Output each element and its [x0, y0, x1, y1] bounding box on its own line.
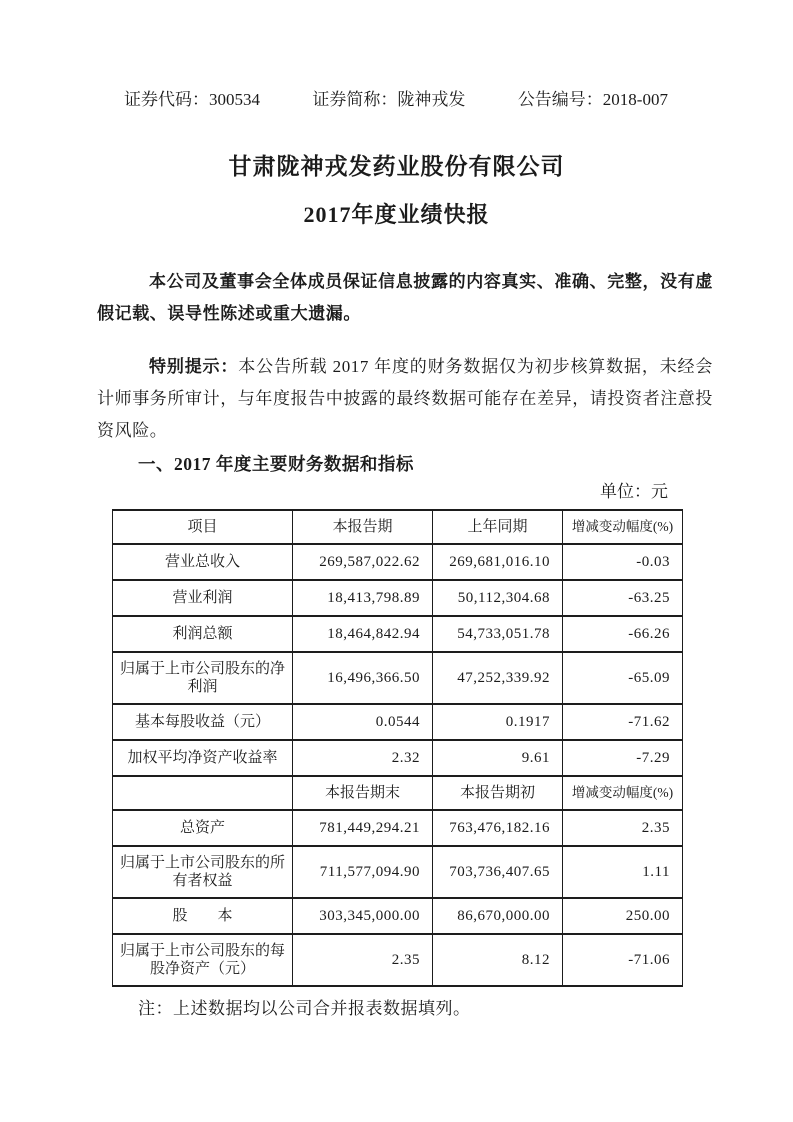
doc-header [124, 88, 668, 112]
value-prior: 47,252,339.92 [433, 652, 563, 704]
report-title: 2017年度业绩快报 [303, 202, 490, 227]
value-change: -66.26 [563, 616, 683, 652]
table-row [113, 934, 683, 986]
table-note: 注：上述数据均以公司合并报表数据填列。 [138, 999, 471, 1018]
value-change: -71.62 [563, 704, 683, 740]
value-prior: 269,681,016.10 [433, 544, 563, 580]
special-note-paragraph [97, 351, 713, 447]
value-change: -63.25 [563, 580, 683, 616]
row-label: 归属于上市公司股东的所有者权益 [113, 846, 293, 898]
value-change: 2.35 [563, 810, 683, 846]
value-prior: 50,112,304.68 [433, 580, 563, 616]
col-header-item: 项目 [113, 510, 293, 544]
mid-header-empty [113, 776, 293, 810]
statement-paragraph: 本公司及董事会全体成员保证信息披露的内容真实、准确、完整，没有虚假记载、误导性陈述或重大遗漏。 [97, 272, 713, 323]
value-current: 18,464,842.94 [293, 616, 433, 652]
table-mid-header-row [113, 776, 683, 810]
stock-abbr: 证券简称：陇神戎发 [312, 90, 466, 109]
value-change: 1.11 [563, 846, 683, 898]
special-note-body: 本公告所载 2017 年度的财务数据仅为初步核算数据，未经会计师事务所审计，与年度报告中披露的最终数据可能存在差异，请投资者注意投资风险。 [97, 357, 713, 440]
value-change: -0.03 [563, 544, 683, 580]
table-row [113, 704, 683, 740]
row-label: 归属于上市公司股东的每股净资产（元） [113, 934, 293, 986]
special-note-lead: 特别提示： [149, 357, 239, 376]
stock-code: 证券代码：300534 [124, 90, 260, 109]
table-row [113, 652, 683, 704]
row-label: 股 本 [113, 898, 293, 934]
value-current: 711,577,094.90 [293, 846, 433, 898]
company-title: 甘肃陇神戎发药业股份有限公司 [228, 154, 565, 179]
section-heading: 一、2017 年度主要财务数据和指标 [138, 454, 414, 474]
table-row [113, 544, 683, 580]
value-prior: 763,476,182.16 [433, 810, 563, 846]
col-header-prior: 上年同期 [433, 510, 563, 544]
table-row [113, 740, 683, 776]
table-row [113, 810, 683, 846]
value-change: -7.29 [563, 740, 683, 776]
value-change: -65.09 [563, 652, 683, 704]
row-label: 利润总额 [113, 616, 293, 652]
value-current: 16,496,366.50 [293, 652, 433, 704]
col-header-change: 增减变动幅度(%) [563, 510, 683, 544]
table-row [113, 898, 683, 934]
table-row [113, 616, 683, 652]
value-prior: 703,736,407.65 [433, 846, 563, 898]
row-label: 归属于上市公司股东的净利润 [113, 652, 293, 704]
value-current: 269,587,022.62 [293, 544, 433, 580]
value-current: 303,345,000.00 [293, 898, 433, 934]
row-label: 总资产 [113, 810, 293, 846]
value-change: 250.00 [563, 898, 683, 934]
value-prior: 54,733,051.78 [433, 616, 563, 652]
financial-table [112, 509, 683, 987]
value-current: 18,413,798.89 [293, 580, 433, 616]
value-prior: 86,670,000.00 [433, 898, 563, 934]
row-label: 加权平均净资产收益率 [113, 740, 293, 776]
value-current: 0.0544 [293, 704, 433, 740]
value-prior: 9.61 [433, 740, 563, 776]
value-current: 2.35 [293, 934, 433, 986]
table-row [113, 846, 683, 898]
value-current: 781,449,294.21 [293, 810, 433, 846]
mid-header-period-end: 本报告期末 [293, 776, 433, 810]
value-current: 2.32 [293, 740, 433, 776]
col-header-current: 本报告期 [293, 510, 433, 544]
value-prior: 0.1917 [433, 704, 563, 740]
announcement-number: 公告编号：2018-007 [517, 90, 668, 109]
table-row [113, 580, 683, 616]
row-label: 营业总收入 [113, 544, 293, 580]
mid-header-change: 增减变动幅度(%) [563, 776, 683, 810]
unit-label: 单位：元 [600, 482, 668, 501]
table-header-row [113, 510, 683, 544]
row-label: 基本每股收益（元） [113, 704, 293, 740]
value-change: -71.06 [563, 934, 683, 986]
mid-header-period-start: 本报告期初 [433, 776, 563, 810]
value-prior: 8.12 [433, 934, 563, 986]
row-label: 营业利润 [113, 580, 293, 616]
